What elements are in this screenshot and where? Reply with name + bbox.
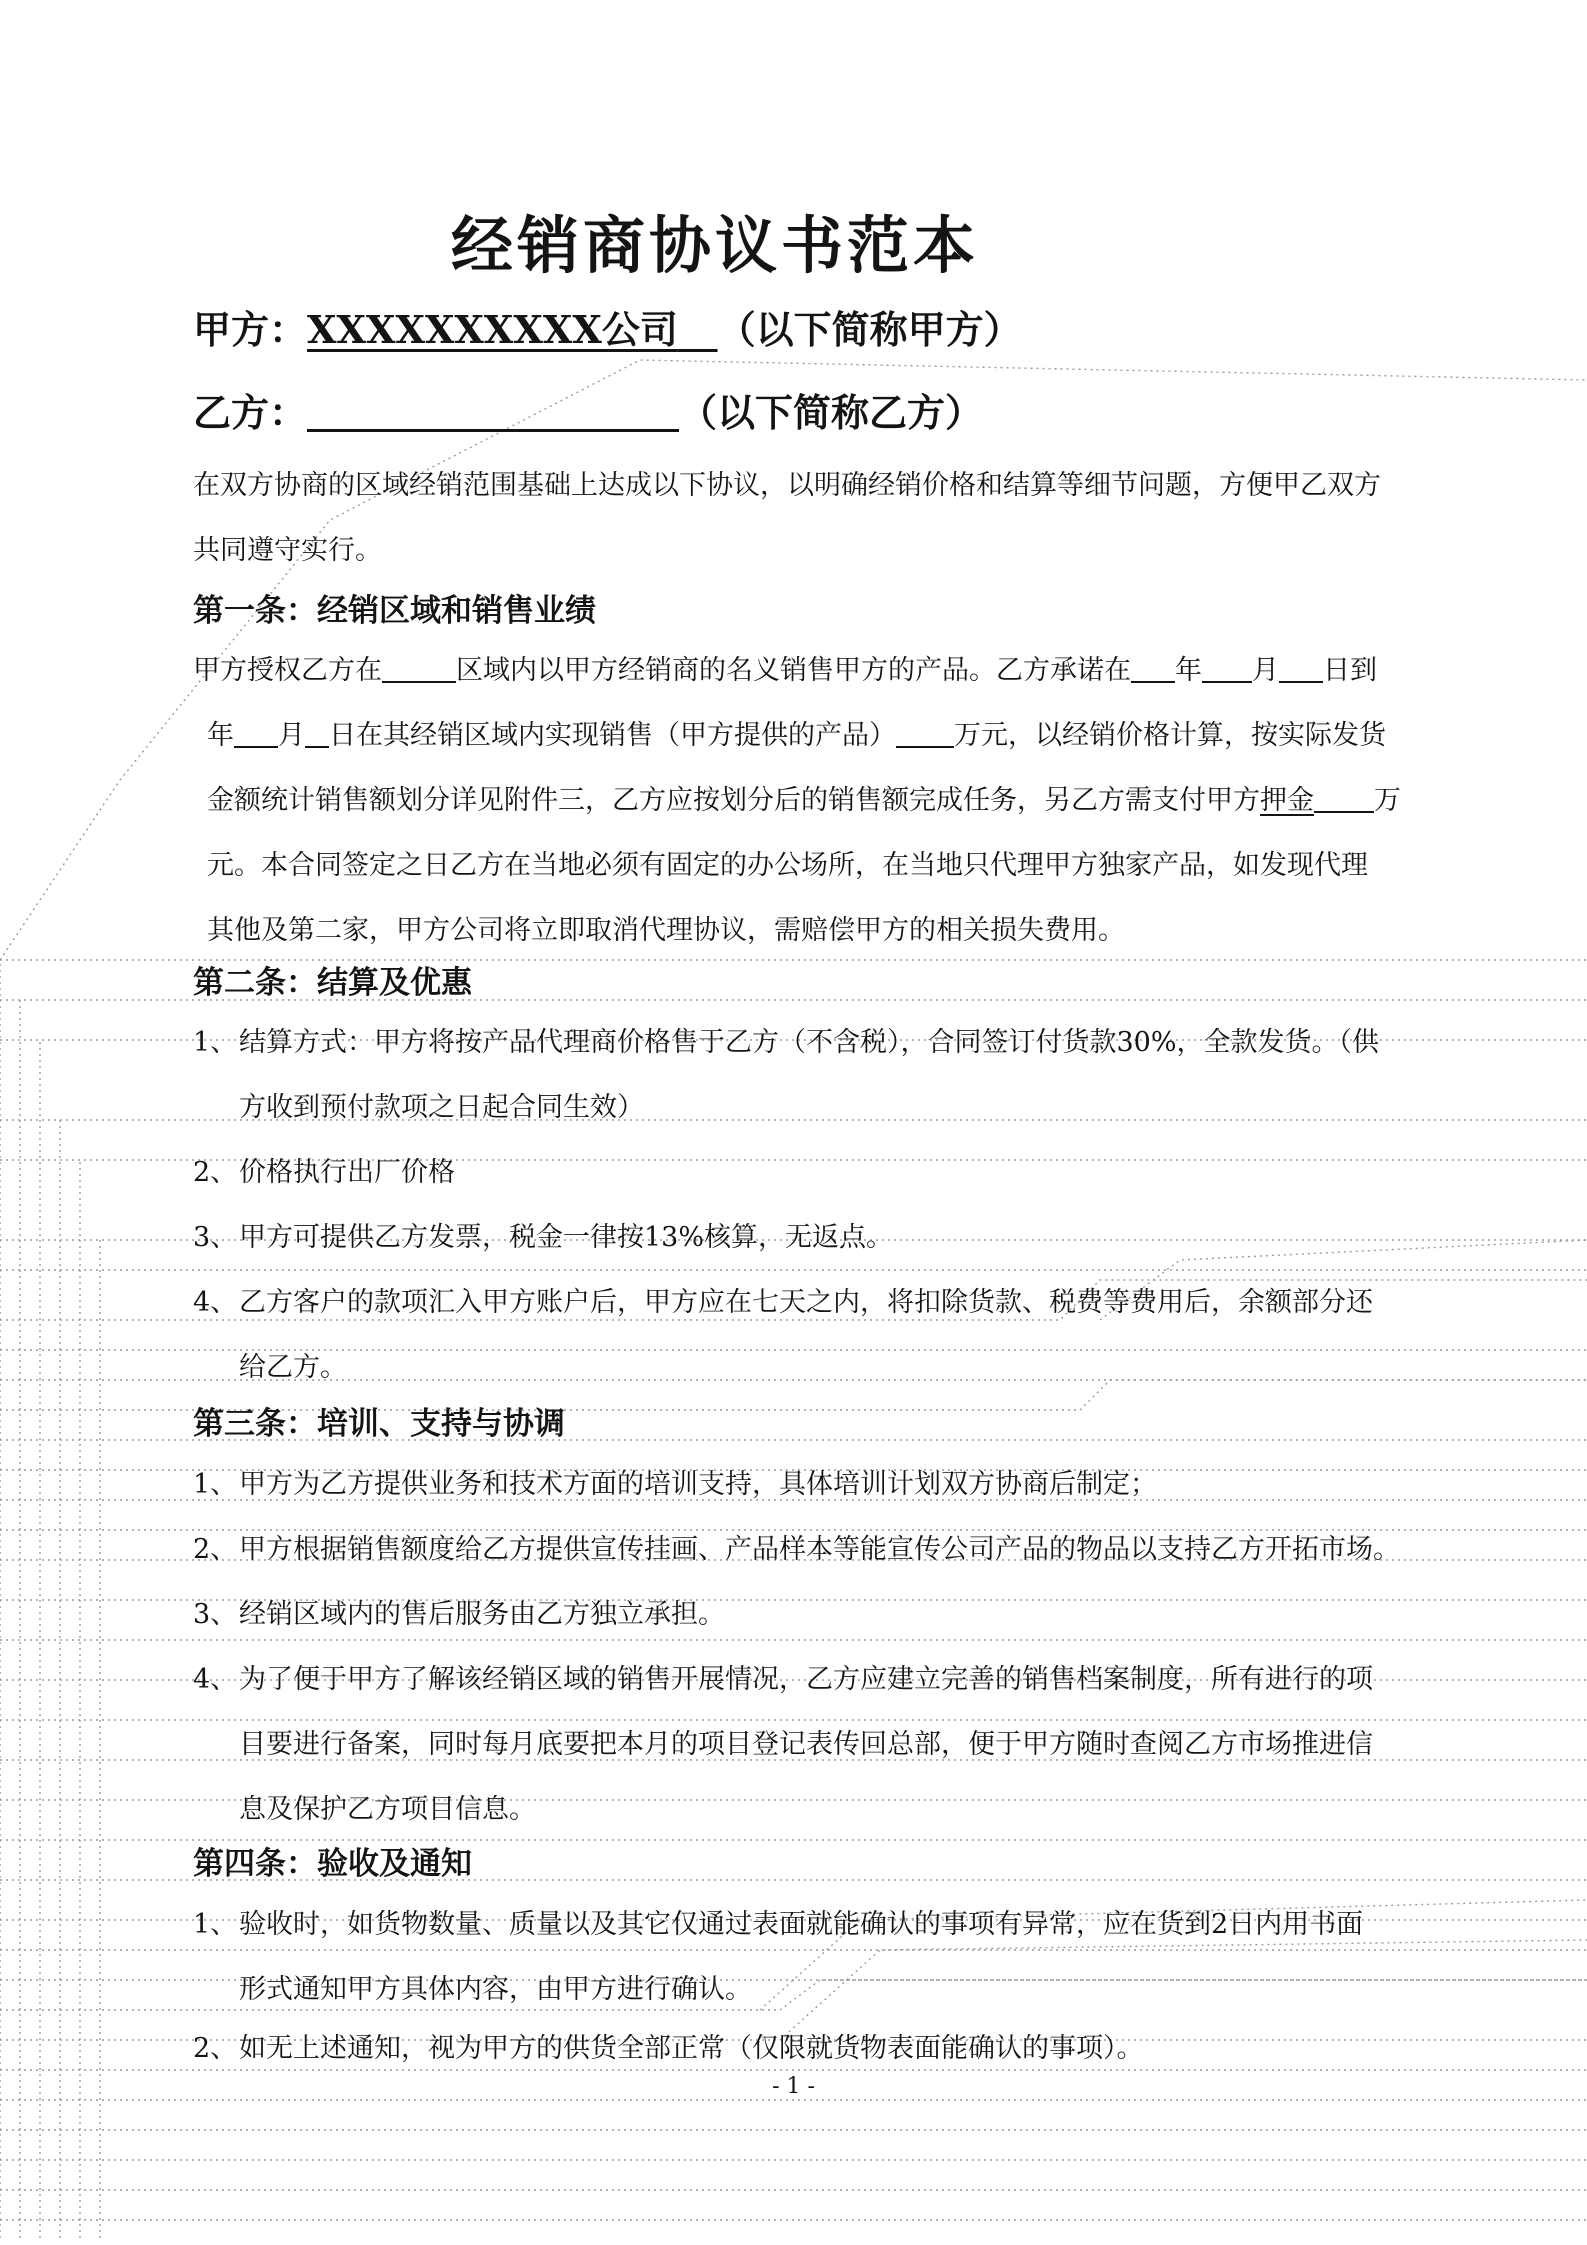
intro-line-1: 在双方协商的区域经销范围基础上达成以下协议，以明确经销价格和结算等细节问题，方便甲乙双方 xyxy=(193,470,1381,501)
party-a-prefix: 甲方： xyxy=(193,307,308,352)
intro-line-2: 共同遵守实行。 xyxy=(193,535,382,566)
article-2-item-4 xyxy=(193,1270,1415,1400)
page-number: - 1 - xyxy=(772,2074,815,2099)
article-2-heading: 第二条：结算及优惠 xyxy=(193,965,472,1001)
blank-month xyxy=(1202,653,1252,683)
text-run: 日到 xyxy=(1323,655,1377,686)
text-run: 日在其经销区域内实现销售（甲方提供的产品） xyxy=(329,720,896,751)
article-3-item-4 xyxy=(193,1647,1415,1842)
blank-day xyxy=(1279,653,1323,683)
article-1-heading: 第一条：经销区域和销售业绩 xyxy=(193,593,596,629)
item-number: 4、 xyxy=(193,1664,238,1695)
text-run: 月 xyxy=(1252,655,1279,686)
article-1-line-5: 其他及第二家，甲方公司将立即取消代理协议，需赔偿甲方的相关损失费用。 xyxy=(207,915,1125,946)
item-number: 3、 xyxy=(193,1599,238,1630)
text-run: 万 xyxy=(1374,785,1401,816)
item-line: 息及保护乙方项目信息。 xyxy=(239,1794,536,1825)
item-line: 乙方客户的款项汇入甲方账户后，甲方应在七天之内，将扣除货款、税费等费用后，余额部分还 xyxy=(239,1287,1373,1318)
item-number: 2、 xyxy=(193,1534,238,1565)
item-number: 3、 xyxy=(193,1222,238,1253)
document-title: 经销商协议书范本 xyxy=(450,209,979,282)
item-number: 1、 xyxy=(193,1469,238,1500)
item-line: 验收时，如货物数量、质量以及其它仅通过表面就能确认的事项有异常，应在货到2日内用书面 xyxy=(239,1909,1364,1940)
article-2-item-3 xyxy=(193,1205,1415,1270)
article-1-line-1 xyxy=(193,638,1415,703)
item-number: 1、 xyxy=(193,1027,238,1058)
blank-region xyxy=(382,653,456,683)
article-1-line-4: 元。本合同签定之日乙方在当地必须有固定的办公场所，在当地只代理甲方独家产品，如发现代理 xyxy=(207,850,1368,881)
item-line: 结算方式：甲方将按产品代理商价格售于乙方（不含税），合同签订付货款30%，全款发货。（供 xyxy=(239,1027,1380,1058)
item-line: 经销区域内的售后服务由乙方独立承担。 xyxy=(239,1599,725,1630)
blank-deposit xyxy=(1314,783,1374,813)
article-2-item-2 xyxy=(193,1140,1415,1205)
article-3-item-2 xyxy=(193,1517,1415,1582)
article-2-item-1 xyxy=(193,1010,1415,1140)
article-4-item-1 xyxy=(193,1892,1415,2022)
item-line: 方收到预付款项之日起合同生效） xyxy=(239,1092,644,1123)
item-number: 2、 xyxy=(193,1157,238,1188)
article-1-line-3 xyxy=(193,768,1415,833)
party-a-name-blank xyxy=(678,307,718,352)
item-line: 如无上述通知，视为甲方的供货全部正常（仅限就货物表面能确认的事项）。 xyxy=(239,2033,1144,2064)
item-number: 1、 xyxy=(193,1909,238,1940)
party-b-name-blank xyxy=(307,393,679,432)
item-line: 甲方可提供乙方发票，税金一律按13%核算，无返点。 xyxy=(239,1222,894,1253)
text-run: 甲方授权乙方在 xyxy=(193,655,382,686)
text-run: 年 xyxy=(1175,655,1202,686)
article-3-heading: 第三条：培训、支持与协调 xyxy=(193,1406,565,1442)
text-run: 月 xyxy=(278,720,305,751)
party-a-suffix: （以下简称甲方） xyxy=(717,307,1022,352)
blank-month xyxy=(234,718,278,748)
item-line: 甲方根据销售额度给乙方提供宣传挂画、产品样本等能宣传公司产品的物品以支持乙方开拓市场。 xyxy=(239,1534,1400,1565)
blank-amount xyxy=(896,718,954,748)
text-run: 年 xyxy=(207,720,234,751)
article-1-body xyxy=(193,638,1415,963)
article-1-line-2 xyxy=(193,703,1415,768)
text-run: 万元，以经销价格计算，按实际发货 xyxy=(954,720,1386,751)
item-number: 4、 xyxy=(193,1287,238,1318)
blank-year xyxy=(1131,653,1175,683)
article-3-item-1 xyxy=(193,1452,1415,1517)
party-a-name: XXXXXXXXXX公司 xyxy=(307,307,678,352)
deposit-label: 押金 xyxy=(1260,785,1314,816)
party-b-suffix: （以下简称乙方） xyxy=(679,390,984,435)
item-line: 价格执行出厂价格 xyxy=(239,1157,455,1188)
text-run: 区域内以甲方经销商的名义销售甲方的产品。乙方承诺在 xyxy=(456,655,1131,686)
item-line: 目要进行备案，同时每月底要把本月的项目登记表传回总部，便于甲方随时查阅乙方市场推进信 xyxy=(239,1729,1373,1760)
blank-day xyxy=(305,718,329,748)
item-number: 2、 xyxy=(193,2033,238,2064)
item-line: 为了便于甲方了解该经销区域的销售开展情况，乙方应建立完善的销售档案制度，所有进行的项 xyxy=(239,1664,1373,1695)
item-line: 给乙方。 xyxy=(239,1352,347,1383)
intro-paragraph xyxy=(193,453,1415,583)
party-b-line xyxy=(193,385,983,441)
item-line: 形式通知甲方具体内容，由甲方进行确认。 xyxy=(239,1974,752,2005)
article-4-heading: 第四条：验收及通知 xyxy=(193,1846,472,1882)
article-3-item-3 xyxy=(193,1582,1415,1647)
item-line: 甲方为乙方提供业务和技术方面的培训支持，具体培训计划双方协商后制定； xyxy=(239,1469,1157,1500)
party-b-prefix: 乙方： xyxy=(193,390,308,435)
party-a-line xyxy=(193,302,1022,358)
text-run: 金额统计销售额划分详见附件三，乙方应按划分后的销售额完成任务，另乙方需支付甲方 xyxy=(207,785,1260,816)
